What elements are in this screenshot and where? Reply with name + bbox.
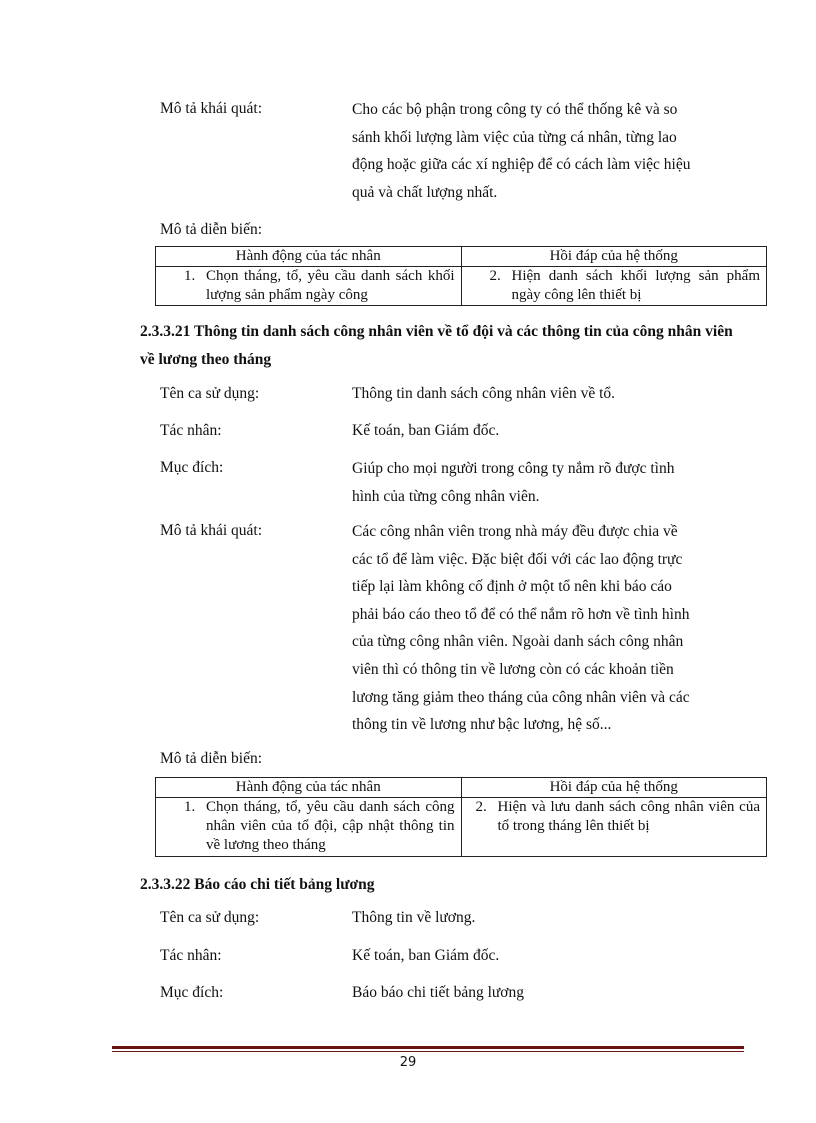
actor-value: Kế toán, ban Giám đốc.: [352, 947, 500, 964]
table-row: [156, 267, 767, 306]
table-row: [156, 798, 767, 857]
flow-description-label: Mô tả diễn biến:: [160, 221, 263, 238]
section-heading: 2.3.3.22 Báo cáo chi tiết bảng lương: [140, 876, 375, 893]
table-header-row: [156, 247, 767, 267]
text-line: động hoặc giữa các xí nghiệp để có cách làm việc hiệu: [352, 156, 691, 174]
step-text: Chọn tháng, tổ, yêu cầu danh sách khối lượng sản phẩm ngày công: [206, 268, 455, 303]
system-column-header: Hồi đáp của hệ thống: [461, 247, 767, 267]
step-text: Chọn tháng, tổ, yêu cầu danh sách công nhân viên của tổ đội, cập nhật thông tin về lương theo tháng: [206, 799, 455, 853]
step-text: Hiện danh sách khối lượng sản phẩm ngày công lên thiết bị: [511, 268, 760, 303]
text-line: phải báo cáo theo tổ để có thể nắm rõ hơn về tình hình: [352, 605, 690, 623]
text-line: sánh khối lượng làm việc của từng cá nhân, từng lao: [352, 128, 677, 146]
text-line: của từng công nhân viên. Ngoài danh sách công nhân: [352, 633, 684, 651]
actor-column-header: Hành động của tác nhân: [156, 247, 462, 267]
actor-column-header: Hành động của tác nhân: [156, 778, 462, 798]
footer-rule-thin: [112, 1051, 744, 1052]
text-line: thông tin về lương như bậc lương, hệ số...: [352, 716, 612, 734]
text-line: viên thì có thông tin về lương còn có các khoản tiền: [352, 660, 674, 678]
general-description-text: [352, 96, 742, 206]
general-description-text: [352, 518, 742, 739]
general-description-label: Mô tả khái quát:: [160, 100, 263, 117]
text-line: tiếp lại làm không cố định ở một tổ nên khi báo cáo: [352, 578, 672, 596]
section-heading: 2.3.3.21 Thông tin danh sách công nhân viên về tổ đội và các thông tin của công nhân viên về lương theo tháng: [140, 323, 733, 368]
text-line: lương tăng giảm theo tháng của công nhân viên và các: [352, 688, 690, 706]
purpose-value: Báo báo chi tiết bảng lương: [352, 984, 524, 1001]
usecase-name-value: Thông tin danh sách công nhân viên về tổ.: [352, 385, 616, 402]
flow-table: [155, 777, 767, 857]
text-line: hình của từng công nhân viên.: [352, 487, 540, 505]
step-number: 1.: [184, 799, 196, 815]
step-number: 1.: [184, 268, 196, 284]
actor-step-cell: [156, 267, 462, 306]
footer-rule: [112, 1046, 744, 1049]
text-line: các tổ để làm việc. Đặc biệt đối với các lao động trực: [352, 550, 683, 568]
actor-step-cell: [156, 798, 462, 857]
system-step-cell: [461, 798, 767, 857]
actor-label: Tác nhân:: [160, 947, 222, 964]
system-column-header: Hồi đáp của hệ thống: [461, 778, 767, 798]
actor-value: Kế toán, ban Giám đốc.: [352, 422, 500, 439]
table-header-row: [156, 778, 767, 798]
usecase-name-label: Tên ca sử dụng:: [160, 385, 260, 402]
usecase-name-label: Tên ca sử dụng:: [160, 909, 260, 926]
flow-table: [155, 246, 767, 306]
page-number: 29: [399, 1055, 417, 1070]
step-number: 2.: [475, 799, 487, 815]
step-number: 2.: [489, 268, 501, 284]
text-line: quả và chất lượng nhất.: [352, 183, 498, 201]
step-text: Hiện và lưu danh sách công nhân viên của tổ trong tháng lên thiết bị: [497, 799, 760, 834]
usecase-name-value: Thông tin về lương.: [352, 909, 476, 926]
system-step-cell: [461, 267, 767, 306]
text-line: Giúp cho mọi người trong công ty nắm rõ được tình: [352, 460, 675, 477]
purpose-text: [352, 455, 742, 510]
purpose-label: Mục đích:: [160, 459, 224, 476]
text-line: Các công nhân viên trong nhà máy đều được chia về: [352, 523, 678, 540]
actor-label: Tác nhân:: [160, 422, 222, 439]
purpose-label: Mục đích:: [160, 984, 224, 1001]
flow-description-label: Mô tả diễn biến:: [160, 750, 263, 767]
text-line: Cho các bộ phận trong công ty có thể thống kê và so: [352, 101, 678, 118]
general-description-label: Mô tả khái quát:: [160, 522, 263, 539]
